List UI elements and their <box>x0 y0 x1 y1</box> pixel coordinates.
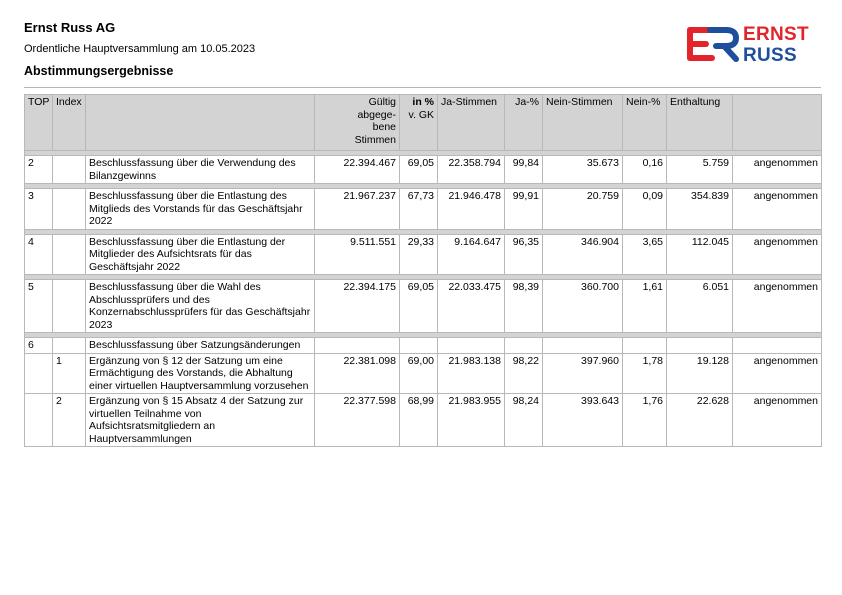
cell-yes-votes: 21.946.478 <box>438 189 505 230</box>
cell-abstentions: 5.759 <box>667 156 733 184</box>
cell-yes-votes: 21.983.955 <box>438 394 505 447</box>
cell-no-pct: 1,78 <box>623 353 667 394</box>
cell-no-pct: 0,09 <box>623 189 667 230</box>
table-row <box>25 394 822 447</box>
col-valid-votes <box>315 95 400 151</box>
cell-yes-votes: 22.033.475 <box>438 280 505 333</box>
cell-abstentions: 112.045 <box>667 234 733 275</box>
cell-result: angenommen <box>733 394 822 447</box>
cell-pct-share-capital: 69,00 <box>400 353 438 394</box>
cell-result: angenommen <box>733 189 822 230</box>
cell-no-votes: 397.960 <box>543 353 623 394</box>
cell-no-votes: 35.673 <box>543 156 623 184</box>
cell-valid-votes: 22.394.467 <box>315 156 400 184</box>
cell-yes-pct: 99,91 <box>505 189 543 230</box>
logo-word-ernst: ERNST <box>743 24 809 45</box>
col-yes-votes: Ja-Stimmen <box>438 95 505 151</box>
cell-subject: Ergänzung von § 12 der Satzung um eine Ermächtigung des Vorstands, die Abhaltung einer virtuellen Hauptversammlung vorzusehen <box>86 353 315 394</box>
col-no-votes: Nein-Stimmen <box>543 95 623 151</box>
table-row <box>25 353 822 394</box>
cell-yes-votes: 9.164.647 <box>438 234 505 275</box>
cell-yes-votes: 21.983.138 <box>438 353 505 394</box>
document-title: Abstimmungsergebnisse <box>24 64 174 78</box>
cell-subject: Beschlussfassung über die Verwendung des Bilanzgewinns <box>86 156 315 184</box>
cell-valid-votes <box>315 338 400 354</box>
header-divider <box>24 87 821 88</box>
cell-subject: Ergänzung von § 15 Absatz 4 der Satzung zur virtuellen Teilnahme von Aufsichtsratsmitgliedern an Hauptversammlungen <box>86 394 315 447</box>
col-yes-pct: Ja-% <box>505 95 543 151</box>
cell-abstentions: 19.128 <box>667 353 733 394</box>
cell-top <box>25 394 53 447</box>
cell-index <box>53 280 86 333</box>
cell-valid-votes: 9.511.551 <box>315 234 400 275</box>
cell-no-votes: 346.904 <box>543 234 623 275</box>
table-header-row <box>25 95 822 151</box>
cell-abstentions <box>667 338 733 354</box>
cell-pct-share-capital: 67,73 <box>400 189 438 230</box>
cell-pct-share-capital <box>400 338 438 354</box>
cell-result: angenommen <box>733 156 822 184</box>
logo-word-russ: RUSS <box>743 45 797 66</box>
table-row <box>25 338 822 354</box>
cell-index: 2 <box>53 394 86 447</box>
col-subject <box>86 95 315 151</box>
cell-index <box>53 234 86 275</box>
cell-result: angenommen <box>733 353 822 394</box>
cell-yes-votes <box>438 338 505 354</box>
table-row <box>25 156 822 184</box>
cell-yes-pct: 99,84 <box>505 156 543 184</box>
cell-pct-share-capital: 68,99 <box>400 394 438 447</box>
cell-no-votes: 393.643 <box>543 394 623 447</box>
col-valid-votes-l4: Stimmen <box>354 133 396 146</box>
cell-valid-votes: 22.394.175 <box>315 280 400 333</box>
col-pct-share-capital <box>400 95 438 151</box>
cell-yes-pct: 98,22 <box>505 353 543 394</box>
cell-subject: Beschlussfassung über die Entlastung der Mitglieder des Aufsichtsrats für das Geschäftsjahr 2022 <box>86 234 315 275</box>
col-valid-votes-l2: abgege- <box>357 108 396 121</box>
meeting-subtitle: Ordentliche Hauptversammlung am 10.05.2023 <box>24 43 256 55</box>
cell-subject: Beschlussfassung über Satzungsänderungen <box>86 338 315 354</box>
cell-yes-pct: 96,35 <box>505 234 543 275</box>
cell-yes-pct: 98,24 <box>505 394 543 447</box>
cell-no-pct: 1,76 <box>623 394 667 447</box>
voting-results-table <box>24 94 822 447</box>
cell-yes-pct: 98,39 <box>505 280 543 333</box>
cell-no-pct: 0,16 <box>623 156 667 184</box>
cell-top: 5 <box>25 280 53 333</box>
col-top: TOP <box>25 95 53 151</box>
cell-pct-share-capital: 29,33 <box>400 234 438 275</box>
cell-top: 4 <box>25 234 53 275</box>
cell-pct-share-capital: 69,05 <box>400 280 438 333</box>
cell-yes-pct <box>505 338 543 354</box>
cell-valid-votes: 22.381.098 <box>315 353 400 394</box>
cell-result <box>733 338 822 354</box>
cell-abstentions: 354.839 <box>667 189 733 230</box>
cell-index: 1 <box>53 353 86 394</box>
ernst-russ-logo <box>686 24 826 68</box>
cell-subject: Beschlussfassung über die Entlastung des Mitglieds des Vorstands für das Geschäftsjahr 2022 <box>86 189 315 230</box>
er-monogram-icon <box>686 24 742 64</box>
col-no-pct: Nein-% <box>623 95 667 151</box>
cell-index <box>53 156 86 184</box>
col-pct-share-capital-l1: in % <box>412 96 434 108</box>
col-pct-share-capital-l2: v. GK <box>408 108 434 121</box>
cell-no-votes: 360.700 <box>543 280 623 333</box>
cell-result: angenommen <box>733 234 822 275</box>
table-row <box>25 234 822 275</box>
cell-index <box>53 338 86 354</box>
company-name: Ernst Russ AG <box>24 20 116 35</box>
cell-yes-votes: 22.358.794 <box>438 156 505 184</box>
cell-no-pct <box>623 338 667 354</box>
cell-no-votes <box>543 338 623 354</box>
cell-no-pct: 1,61 <box>623 280 667 333</box>
col-result <box>733 95 822 151</box>
cell-subject: Beschlussfassung über die Wahl des Abschlussprüfers und des Konzernabschlussprüfers für das Geschäftsjahr 2023 <box>86 280 315 333</box>
col-abstentions: Enthaltung <box>667 95 733 151</box>
cell-result: angenommen <box>733 280 822 333</box>
cell-abstentions: 22.628 <box>667 394 733 447</box>
col-index: Index <box>53 95 86 151</box>
cell-top: 6 <box>25 338 53 354</box>
table-row <box>25 280 822 333</box>
cell-pct-share-capital: 69,05 <box>400 156 438 184</box>
cell-abstentions: 6.051 <box>667 280 733 333</box>
cell-no-pct: 3,65 <box>623 234 667 275</box>
cell-top: 3 <box>25 189 53 230</box>
col-valid-votes-l3: bene <box>372 121 396 133</box>
cell-top <box>25 353 53 394</box>
cell-no-votes: 20.759 <box>543 189 623 230</box>
cell-valid-votes: 22.377.598 <box>315 394 400 447</box>
cell-valid-votes: 21.967.237 <box>315 189 400 230</box>
table-row <box>25 189 822 230</box>
col-valid-votes-l1: Gültig <box>368 96 396 108</box>
cell-index <box>53 189 86 230</box>
cell-top: 2 <box>25 156 53 184</box>
